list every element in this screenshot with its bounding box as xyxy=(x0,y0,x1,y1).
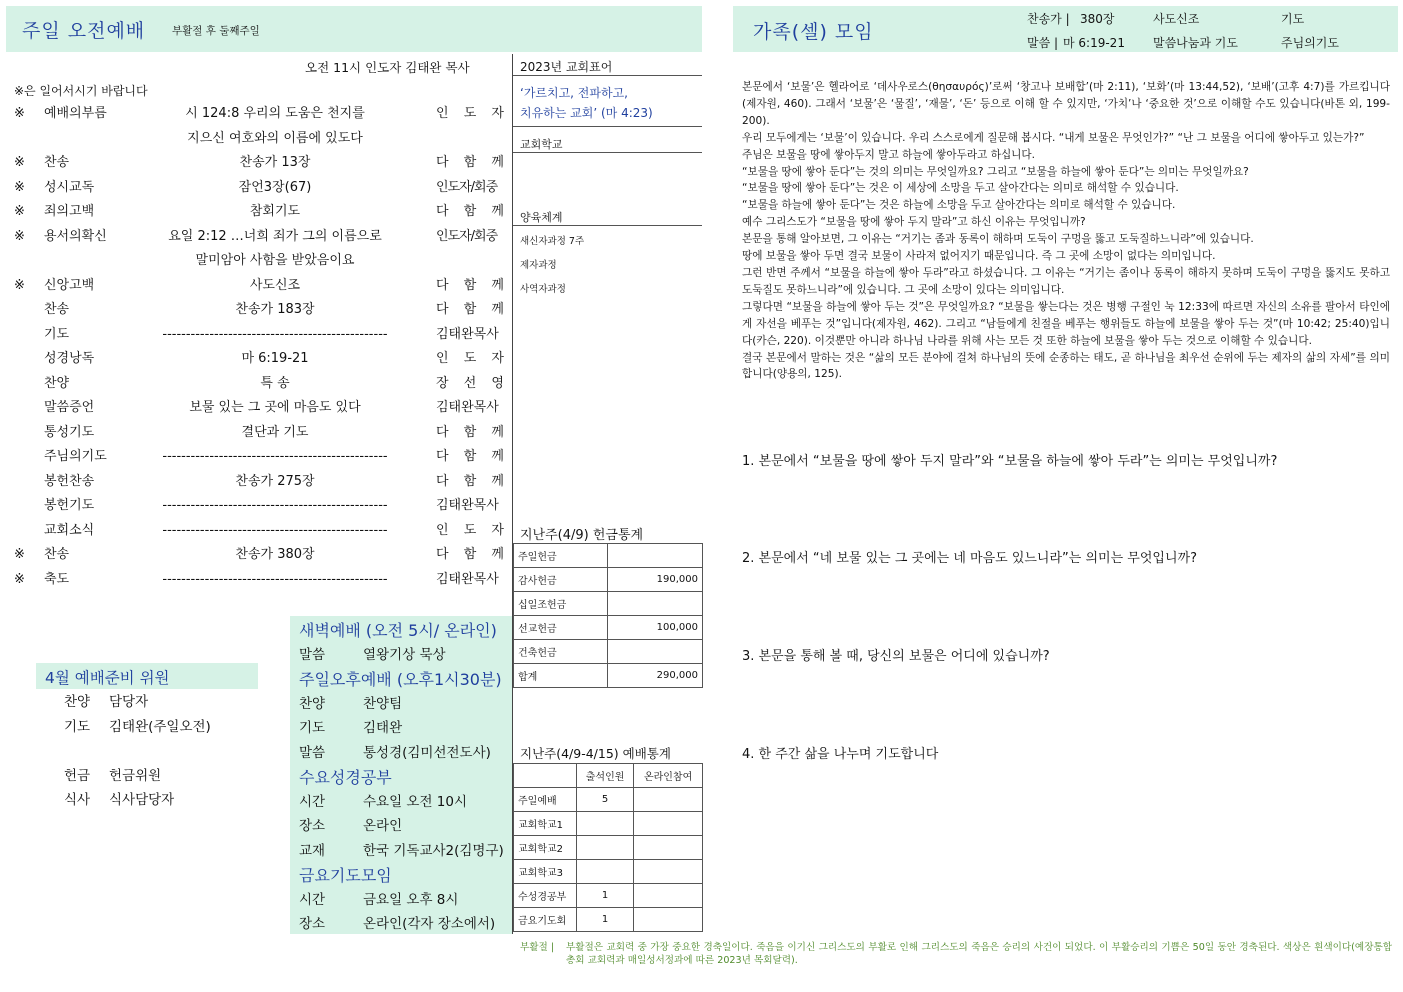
friday-row-key: 장소 xyxy=(299,916,326,932)
dawn-row-key: 말씀 xyxy=(299,646,326,663)
body-paragraph: “보물을 하늘에 쌓아 둔다”는 것은 하늘에 소망을 두고 살아간다는 의미로 해석할 수 있습니다. xyxy=(742,199,1176,212)
friday-row xyxy=(299,912,504,937)
order-row xyxy=(0,372,510,396)
committee-person: 헌금위원 xyxy=(109,767,162,784)
prayer: 기도 xyxy=(1281,12,1305,26)
top-line: 오전 11시 인도자 김태완 목사 xyxy=(305,60,470,75)
afternoon-row xyxy=(299,741,504,766)
offering-row xyxy=(514,616,703,640)
order-item-leader: 다 함 께 xyxy=(436,547,504,562)
attendance-header xyxy=(514,764,577,788)
attendance-row xyxy=(514,860,703,884)
offering-row xyxy=(514,664,703,688)
committee-person: 김태완(주일오전) xyxy=(109,718,211,735)
order-row xyxy=(0,494,510,518)
attendance-header-row xyxy=(514,764,703,788)
committee-person: 식사담당자 xyxy=(109,792,175,808)
motto-line-1: ‘가르치고, 전파하고, xyxy=(520,86,628,100)
afternoon-service-title: 주일오후예배 (오후1시30분) xyxy=(299,670,502,689)
body-paragraph: 본문에서 ‘보물’은 헬라어로 ‘데사우로스(θησαυρός)’로써 ‘창고나 보배합’(마 2:11), ‘보화’(마 13:44,52), ‘보배’(고후 4:7)를 가르킵니다(제자원, 460). 그래서 ‘보물’은 ‘물질’, ‘재물’, ‘돈’ 등으로 이해 할 수 있지만, ‘가치’나 ‘중요한 것’으로 이해할 수도 있습니다(바톤 외, 199-200). xyxy=(742,81,1390,127)
course-3: 사역자과정 xyxy=(520,284,566,295)
body-paragraph: 그렇다면 “보물을 하늘에 쌓아 두는 것”은 무엇일까요? “보물을 쌓는다는 것은 병행 구절인 눅 12:33에 따르면 자신의 소유를 팔아서 타인에게 자선을 베푸는 것”입니다(제자원, 462). 그리고 “남들에게 친절을 베푸는 행위들도 하늘에 보물을 쌓아 두는 것”(마 10:42; 25:40)입니다(카슨, 220). 이것뿐만 아니라 하나님 나라를 위해 사는 모든 것 또한 하늘에 보물을 쌓아 두는 것으로 이해할 수 있습니다. xyxy=(742,300,1390,347)
cell-body-text xyxy=(742,79,1390,383)
hymn-value: 380장 xyxy=(1080,12,1115,26)
online-count xyxy=(634,908,703,932)
order-row xyxy=(0,200,510,224)
order-item-leader: 인도자/회중 xyxy=(436,228,498,244)
left-header-bar xyxy=(6,6,702,52)
committee-role: 식사 xyxy=(64,792,91,808)
attendance-count xyxy=(577,836,634,860)
order-item-name: 말씀증언 xyxy=(44,400,95,415)
order-item-content: 찬송가 13장 xyxy=(239,155,311,170)
order-item-content: 찬송가 183장 xyxy=(235,302,315,317)
offering-amount: 290,000 xyxy=(608,664,703,688)
attendance-title: 지난주(4/9-4/15) 예배통계 xyxy=(520,746,671,761)
order-item-name: 교회소식 xyxy=(44,522,95,538)
wednesday-row-key: 시간 xyxy=(299,793,326,810)
afternoon-row-key: 기도 xyxy=(299,720,326,736)
friday-prayer-title: 금요기도모임 xyxy=(299,866,392,885)
order-item-leader: 다 함 께 xyxy=(436,473,504,489)
order-item-name: 성시교독 xyxy=(44,179,95,195)
offering-type: 합계 xyxy=(514,664,608,688)
body-paragraph: 우리 모두에게는 ‘보물’이 있습니다. 우리 스스로에게 질문해 봅시다. “내게 보물은 무엇인가?” “난 그 보물을 어디에 쌓아두고 있는가?” xyxy=(742,131,1365,144)
order-item-content: ------------------------------------------------ xyxy=(162,571,388,587)
offering-row xyxy=(514,544,703,568)
side-sep-3 xyxy=(513,152,702,153)
order-row xyxy=(0,543,510,567)
committee-row xyxy=(64,715,284,740)
order-item-name: 기도 xyxy=(44,326,70,342)
order-item-content: ------------------------------------------------ xyxy=(162,326,388,342)
attendance-row xyxy=(514,812,703,836)
order-item-leader: 김태완목사 xyxy=(436,326,499,342)
order-item-name: 주님의기도 xyxy=(44,449,107,464)
committee-role: 기도 xyxy=(64,718,91,735)
committee-row xyxy=(64,739,284,764)
order-row xyxy=(0,445,510,469)
afternoon-row xyxy=(299,692,504,717)
order-row xyxy=(0,225,510,249)
offering-table xyxy=(513,543,703,688)
order-item-leader: 인 도 자 xyxy=(436,351,504,366)
order-row xyxy=(0,102,510,126)
order-row xyxy=(0,519,510,543)
offering-type: 선교헌금 xyxy=(514,616,608,640)
creed: 사도신조 xyxy=(1153,12,1200,26)
online-count xyxy=(634,812,703,836)
services-panel xyxy=(290,616,512,934)
order-item-leader: 다 함 께 xyxy=(436,277,504,293)
offering-row xyxy=(514,592,703,616)
offering-amount xyxy=(608,640,703,664)
side-sep-2 xyxy=(513,126,702,127)
stand-mark: ※ xyxy=(14,179,25,195)
order-item-name: 죄의고백 xyxy=(44,204,95,219)
order-item-content: 요일 2:12 …너희 죄가 그의 이름으로 xyxy=(168,228,382,244)
dawn-row xyxy=(299,643,504,668)
stand-mark: ※ xyxy=(14,277,25,293)
online-count xyxy=(634,884,703,908)
order-item-leader: 다 함 께 xyxy=(436,449,504,464)
body-paragraph: 주님은 보물을 땅에 쌓아두지 말고 하늘에 쌓아두라고 하십니다. xyxy=(742,148,1036,161)
attendance-row xyxy=(514,788,703,812)
order-item-leader: 장 선 영 xyxy=(436,375,504,391)
offering-row xyxy=(514,568,703,592)
hymn-label: 찬송가 | xyxy=(1027,12,1070,26)
committee-role: 헌금 xyxy=(64,767,91,784)
order-item-content: 잠언3장(67) xyxy=(238,179,312,195)
order-item-leader: 김태완목사 xyxy=(436,498,499,513)
attendance-service: 주일예배 xyxy=(514,788,577,812)
order-item-content: ------------------------------------------------ xyxy=(162,449,388,464)
attendance-count: 1 xyxy=(577,884,634,908)
body-paragraph: 결국 본문에서 말하는 것은 “삶의 모든 분야에 걸쳐 하나님의 뜻에 순종하는 태도, 곧 하나님을 최우선 순위에 두는 제자의 삶의 자세”를 의미합니다(양용의, 125). xyxy=(742,351,1390,381)
order-item-content: 결단과 기도 xyxy=(241,424,309,440)
wednesday-row-value: 한국 기독교사2(김명구) xyxy=(363,842,504,859)
wednesday-row-value: 온라인 xyxy=(363,818,403,834)
order-item-leader: 인도자/회중 xyxy=(436,179,498,195)
committee-row xyxy=(64,764,284,789)
committee-role: 찬양 xyxy=(64,694,91,710)
order-item-leader: 인 도 자 xyxy=(436,106,504,121)
stand-mark: ※ xyxy=(14,571,25,587)
side-sep-1 xyxy=(513,75,702,76)
order-item-content: 마 6:19-21 xyxy=(241,351,309,366)
motto-line-2: 치유하는 교회’ (마 4:23) xyxy=(520,106,653,120)
offering-type: 감사헌금 xyxy=(514,568,608,592)
committee-header xyxy=(36,663,258,689)
course-1: 새신자과정 7주 xyxy=(520,236,585,247)
order-row xyxy=(0,568,510,592)
attendance-count: 5 xyxy=(577,788,634,812)
offering-title: 지난주(4/9) 헌금통계 xyxy=(520,528,644,543)
service-title: 주일 오전예배 xyxy=(22,20,146,42)
order-item-content: 특 송 xyxy=(260,375,290,391)
wednesday-row-value: 수요일 오전 10시 xyxy=(363,793,468,810)
offering-type: 건축헌금 xyxy=(514,640,608,664)
course-2: 제자과정 xyxy=(520,260,557,271)
order-item-name: 신앙고백 xyxy=(44,277,95,293)
stand-mark: ※ xyxy=(14,155,25,170)
stand-mark: ※ xyxy=(14,106,25,121)
order-item-name: 성경낭독 xyxy=(44,351,95,366)
friday-row xyxy=(299,888,504,913)
online-count xyxy=(634,836,703,860)
afternoon-row-value: 통성경(김미선전도사) xyxy=(363,744,491,761)
offering-amount xyxy=(608,544,703,568)
friday-row-value: 온라인(각자 장소에서) xyxy=(363,916,496,932)
order-row xyxy=(0,347,510,371)
cell-title: 가족(셀) 모임 xyxy=(753,21,874,43)
stand-mark: ※ xyxy=(14,228,25,244)
footer-text: 부활절은 교회력 중 가장 중요한 경축일이다. 죽음을 이기신 그리스도의 부활로 인해 그리스도의 죽음은 승리의 사건이 되었다. 이 부활승리의 기쁨은 50일 동안 경축된다. 색상은 흰색이다(예장통합 총회 교회력과 매일성서정과에 따른 2023년 목회달력). xyxy=(566,942,1392,966)
order-item-name: 찬송 xyxy=(44,302,70,317)
friday-row-key: 시간 xyxy=(299,891,326,908)
attendance-row xyxy=(514,908,703,932)
nurture-label: 양육체계 xyxy=(520,211,563,224)
attendance-row xyxy=(514,884,703,908)
attendance-table xyxy=(513,763,703,932)
order-row xyxy=(0,298,510,322)
attendance-count xyxy=(577,812,634,836)
order-item-content: 참회기도 xyxy=(249,204,301,219)
attendance-header: 출석인원 xyxy=(577,764,634,788)
order-row xyxy=(0,323,510,347)
wednesday-row-key: 교재 xyxy=(299,842,326,859)
body-paragraph: “보물을 땅에 쌓아 둔다”는 것은 이 세상에 소망을 두고 살아간다는 의미로 해석할 수 있습니다. xyxy=(742,182,1179,195)
order-item-name: 축도 xyxy=(44,571,70,587)
order-row xyxy=(0,151,510,175)
order-row xyxy=(0,421,510,445)
offering-type: 주일헌금 xyxy=(514,544,608,568)
order-item-content: 시 124:8 우리의 도움은 천지를 xyxy=(185,106,365,121)
order-row xyxy=(0,176,510,200)
question-3: 3. 본문을 통해 볼 때, 당신의 보물은 어디에 있습니까? xyxy=(742,649,1050,664)
year-motto-label: 2023년 교회표어 xyxy=(520,60,613,74)
online-count xyxy=(634,860,703,884)
offering-amount: 190,000 xyxy=(608,568,703,592)
attendance-service: 교회학교2 xyxy=(514,836,577,860)
afternoon-row-key: 찬양 xyxy=(299,695,326,712)
attendance-count: 1 xyxy=(577,908,634,932)
order-item-leader: 김태완목사 xyxy=(436,571,499,587)
order-row xyxy=(0,249,510,273)
attendance-service: 교회학교3 xyxy=(514,860,577,884)
wednesday-study-title: 수요성경공부 xyxy=(299,768,392,787)
body-paragraph: “보물을 땅에 쌓아 둔다”는 것의 의미는 무엇일까요? 그리고 “보물을 하늘에 쌓아 둔다”는 의미는 무엇일까요? xyxy=(742,165,1249,178)
body-paragraph: 본문을 통해 알아보면, 그 이유는 “거기는 좀과 동록이 해하며 도둑이 구멍을 뚫고 도둑질하느니라”에 있습니다. xyxy=(742,233,1254,246)
side-sep-4 xyxy=(513,225,702,226)
wednesday-row-key: 장소 xyxy=(299,818,326,834)
committee-row xyxy=(64,788,284,813)
order-item-leader: 다 함 께 xyxy=(436,302,504,317)
attendance-service: 금요기도회 xyxy=(514,908,577,932)
committee-list xyxy=(64,690,284,820)
order-item-name: 예배의부름 xyxy=(44,106,107,121)
afternoon-row-value: 찬양팀 xyxy=(363,695,403,712)
dawn-row-value: 열왕기상 묵상 xyxy=(363,646,446,663)
order-item-content: ------------------------------------------------ xyxy=(162,522,388,538)
order-item-name: 통성기도 xyxy=(44,424,95,440)
question-4: 4. 한 주간 삶을 나누며 기도합니다 xyxy=(742,747,939,762)
attendance-service: 교회학교1 xyxy=(514,812,577,836)
order-row xyxy=(0,396,510,420)
wednesday-row xyxy=(299,814,504,839)
afternoon-row-key: 말씀 xyxy=(299,744,326,761)
body-paragraph: 예수 그리스도가 “보물을 땅에 쌓아 두지 말라”고 하신 이유는 무엇입니까? xyxy=(742,216,1086,229)
order-row xyxy=(0,127,510,151)
order-item-content: 찬송가 275장 xyxy=(235,473,315,489)
order-item-name: 찬양 xyxy=(44,375,70,391)
footer-note xyxy=(520,941,1392,967)
order-item-name: 봉헌찬송 xyxy=(44,473,95,489)
order-item-leader: 김태완목사 xyxy=(436,400,499,415)
attendance-count xyxy=(577,860,634,884)
wednesday-row xyxy=(299,839,504,864)
attendance-header: 온라인참여 xyxy=(634,764,703,788)
committee-person: 담당자 xyxy=(109,694,149,710)
sharing: 말씀나눔과 기도 xyxy=(1153,36,1238,50)
question-1: 1. 본문에서 “보물을 땅에 쌓아 두지 말라”와 “보물을 하늘에 쌓아 두라”는 의미는 무엇입니까? xyxy=(742,454,1278,469)
order-row xyxy=(0,470,510,494)
offering-row xyxy=(514,640,703,664)
word-value: 마 6:19-21 xyxy=(1063,36,1125,50)
school-label: 교회학교 xyxy=(520,138,563,151)
order-item-name: 찬송 xyxy=(44,155,70,170)
order-item-name: 용서의확신 xyxy=(44,228,107,244)
order-item-content: 사도신조 xyxy=(249,277,301,293)
afternoon-row xyxy=(299,716,504,741)
worship-order xyxy=(0,102,510,592)
offering-amount xyxy=(608,592,703,616)
friday-row-value: 금요일 오후 8시 xyxy=(363,891,459,908)
committee-title: 4월 예배준비 위원 xyxy=(45,669,170,687)
stand-note: ※은 일어서시기 바랍니다 xyxy=(14,84,148,98)
order-item-leader: 다 함 께 xyxy=(436,155,504,170)
offering-amount: 100,000 xyxy=(608,616,703,640)
order-item-content: 보물 있는 그 곳에 마음도 있다 xyxy=(189,400,361,415)
order-item-content: 말미암아 사함을 받았음이요 xyxy=(195,253,355,268)
lords-prayer: 주님의기도 xyxy=(1281,36,1339,50)
attendance-service: 수성경공부 xyxy=(514,884,577,908)
order-item-leader: 다 함 께 xyxy=(436,424,504,440)
service-subtitle: 부활절 후 둘째주일 xyxy=(172,25,260,37)
order-row xyxy=(0,274,510,298)
dawn-service-title: 새벽예배 (오전 5시/ 온라인) xyxy=(299,621,497,640)
question-2: 2. 본문에서 “네 보물 있는 그 곳에는 네 마음도 있느니라”는 의미는 무엇입니까? xyxy=(742,551,1197,566)
order-item-name: 찬송 xyxy=(44,547,70,562)
order-item-content: ------------------------------------------------ xyxy=(162,498,388,513)
footer-label: 부활절 | xyxy=(520,942,555,953)
committee-row xyxy=(64,690,284,715)
order-item-leader: 인 도 자 xyxy=(436,522,504,538)
right-header-bar xyxy=(733,6,1398,52)
online-count xyxy=(634,788,703,812)
afternoon-row-value: 김태완 xyxy=(363,720,403,736)
order-item-leader: 다 함 께 xyxy=(436,204,504,219)
body-paragraph: 그런 반면 주께서 “보물을 하늘에 쌓아 두라”라고 하셨습니다. 그 이유는 “거기는 좀이나 동록이 해하지 못하며 도둑이 구멍을 뚫지도 못하고 도둑질도 못하느니라”에 있습니다. 그 곳에 소망이 있다는 의미입니다. xyxy=(742,266,1390,296)
stand-mark: ※ xyxy=(14,204,25,219)
body-paragraph: 땅에 보물을 쌓아 두면 결국 보물이 사라져 없어지기 때문입니다. 즉 그 곳에 소망이 없다는 의미입니다. xyxy=(742,250,1216,263)
order-item-content: 찬송가 380장 xyxy=(235,547,315,562)
word-label: 말씀 | xyxy=(1027,36,1059,50)
order-item-content: 지으신 여호와의 이름에 있도다 xyxy=(187,130,363,146)
attendance-row xyxy=(514,836,703,860)
stand-mark: ※ xyxy=(14,547,25,562)
offering-type: 십일조헌금 xyxy=(514,592,608,616)
wednesday-row xyxy=(299,790,504,815)
order-item-name: 봉헌기도 xyxy=(44,498,95,513)
